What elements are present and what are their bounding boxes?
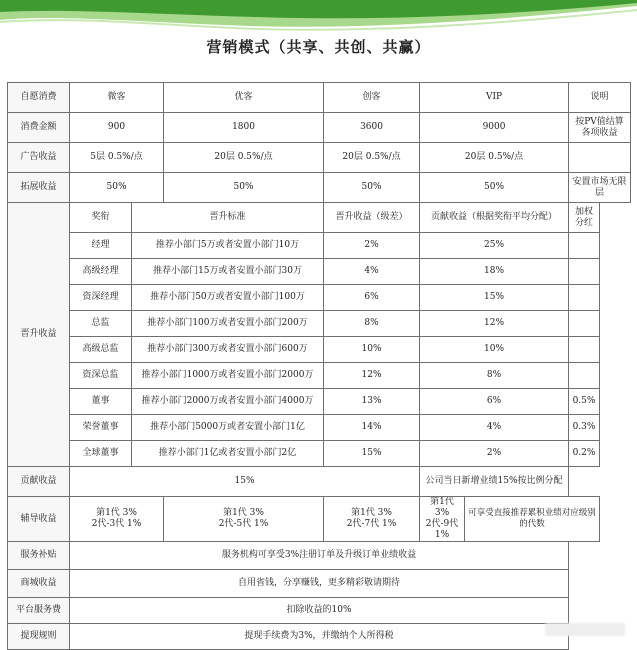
- table-cell: 推荐小部门2000万或者安置小部门4000万: [132, 389, 324, 415]
- table-cell: 提现手续费为3%，并缴纳个人所得税: [70, 624, 569, 650]
- row-label: 广告收益: [8, 143, 70, 173]
- table-cell: 微客: [70, 83, 164, 113]
- row-label: 贡献收益: [8, 467, 70, 497]
- table-cell: [569, 363, 600, 389]
- table-cell: 50%: [164, 173, 324, 203]
- table-cell: 高级经理: [70, 259, 132, 285]
- table-cell: 14%: [324, 415, 420, 441]
- table-cell: 服务机构可享受3%注册订单及升级订单业绩收益: [70, 542, 569, 570]
- table-cell: 4%: [420, 415, 569, 441]
- row-label: 提现规则: [8, 624, 70, 650]
- row-label: 商城收益: [8, 570, 70, 598]
- table-cell: 12%: [420, 311, 569, 337]
- watermark-blur: [545, 623, 625, 636]
- row-label: 晋升收益: [8, 203, 70, 467]
- green-wave-banner: [0, 0, 637, 40]
- table-cell: 15%: [420, 285, 569, 311]
- table-cell: 18%: [420, 259, 569, 285]
- table-cell: [569, 259, 600, 285]
- table-cell: 扣除收益的10%: [70, 598, 569, 624]
- table-cell: [324, 497, 420, 542]
- cell-line: 2代-7代 1%: [346, 519, 397, 529]
- table-cell: 10%: [420, 337, 569, 363]
- table-cell: 公司当日新增业绩15%按比例分配: [420, 467, 569, 497]
- table-row: [8, 570, 631, 598]
- row-label: 辅导收益: [8, 497, 70, 542]
- table-cell: 推荐小部门15万或者安置小部门30万: [132, 259, 324, 285]
- table-cell: 8%: [420, 363, 569, 389]
- cell-line: 2代-3代 1%: [91, 519, 142, 529]
- row-label: 服务补贴: [8, 542, 70, 570]
- table-cell: 推荐小部门5万或者安置小部门10万: [132, 233, 324, 259]
- table-cell: 15%: [70, 467, 420, 497]
- table-cell: 高级总监: [70, 337, 132, 363]
- table-cell: [569, 285, 600, 311]
- row-label: 消费金额: [8, 113, 70, 143]
- cell-line: 第1代 3%: [430, 497, 454, 518]
- table-cell: 50%: [420, 173, 569, 203]
- table-cell: 按PV值结算各项收益: [569, 113, 631, 143]
- table-row: [8, 363, 631, 389]
- table-cell: 推荐小部门300万或者安置小部门600万: [132, 337, 324, 363]
- table-row: [8, 467, 631, 497]
- table-cell: 3600: [324, 113, 420, 143]
- table-cell: 8%: [324, 311, 420, 337]
- table-cell: 优客: [164, 83, 324, 113]
- table-row: [8, 143, 631, 173]
- table-cell: [569, 311, 600, 337]
- cell-line: 第1代 3%: [223, 508, 264, 518]
- table-row: [8, 337, 631, 363]
- table-row: [8, 311, 631, 337]
- table-cell: 5层 0.5%/点: [70, 143, 164, 173]
- table-row: [8, 389, 631, 415]
- table-cell: 推荐小部门50万或者安置小部门100万: [132, 285, 324, 311]
- cell-line: 第1代 3%: [351, 508, 392, 518]
- table-cell: [569, 143, 631, 173]
- table-cell: 说明: [569, 83, 631, 113]
- table-row: [8, 598, 631, 624]
- table-cell: 0.3%: [569, 415, 600, 441]
- table-row: [8, 83, 631, 113]
- table-cell: 20层 0.5%/点: [420, 143, 569, 173]
- table-cell: 2%: [324, 233, 420, 259]
- table-row: [8, 624, 631, 650]
- row-label: 平台服务费: [8, 598, 70, 624]
- table-cell: 推荐小部门100万或者安置小部门200万: [132, 311, 324, 337]
- table-cell: 2%: [420, 441, 569, 467]
- table-cell: 9000: [420, 113, 569, 143]
- table-header-cell: 晋升收益（级差）: [324, 203, 420, 233]
- table-row: [8, 441, 631, 467]
- table-cell: 15%: [324, 441, 420, 467]
- table-cell: 1800: [164, 113, 324, 143]
- table-header-cell: 加权分红: [569, 203, 600, 233]
- table-cell: 20层 0.5%/点: [324, 143, 420, 173]
- table-cell: 推荐小部门5000万或者安置小部门1亿: [132, 415, 324, 441]
- cell-line: 第1代 3%: [96, 508, 137, 518]
- table-cell: 资深经理: [70, 285, 132, 311]
- cell-line: 2代-5代 1%: [218, 519, 269, 529]
- table-cell: 可享受直接推荐累积业绩对应级别的代数: [465, 497, 600, 542]
- table-cell: [164, 497, 324, 542]
- table-cell: [569, 337, 600, 363]
- table-cell: 50%: [324, 173, 420, 203]
- table-cell: VIP: [420, 83, 569, 113]
- table-cell: 4%: [324, 259, 420, 285]
- marketing-table: [7, 82, 631, 650]
- table-cell: 资深总监: [70, 363, 132, 389]
- table-cell: 董事: [70, 389, 132, 415]
- table-cell: 推荐小部门1000万或者安置小部门2000万: [132, 363, 324, 389]
- table-header-cell: 贡献收益（根据奖衔平均分配）: [420, 203, 569, 233]
- table-cell: 25%: [420, 233, 569, 259]
- table-cell: 10%: [324, 337, 420, 363]
- table-cell: 自用省钱，分享赚钱，更多精彩敬请期待: [70, 570, 569, 598]
- row-label: 拓展收益: [8, 173, 70, 203]
- page-title: 营销模式（共享、共创、共赢）: [206, 38, 431, 56]
- table-cell: 0.2%: [569, 441, 600, 467]
- table-cell: 50%: [70, 173, 164, 203]
- table-cell: 6%: [420, 389, 569, 415]
- table-header-cell: 奖衔: [70, 203, 132, 233]
- table-cell: 6%: [324, 285, 420, 311]
- cell-line: 2代-9代 1%: [425, 519, 459, 540]
- table-cell: [569, 233, 600, 259]
- promotion-header-row: [8, 203, 631, 233]
- table-cell: [70, 497, 164, 542]
- table-row: [8, 173, 631, 203]
- table-cell: 安置市场无限层: [569, 173, 631, 203]
- table-row: [8, 542, 631, 570]
- table-row: [8, 113, 631, 143]
- row-label: 自愿消费: [8, 83, 70, 113]
- table-cell: 20层 0.5%/点: [164, 143, 324, 173]
- table-cell: 创客: [324, 83, 420, 113]
- table-row: [8, 497, 631, 542]
- table-cell: 0.5%: [569, 389, 600, 415]
- table-header-cell: 晋升标准: [132, 203, 324, 233]
- table-cell: [420, 497, 465, 542]
- table-cell: 全球董事: [70, 441, 132, 467]
- table-cell: 900: [70, 113, 164, 143]
- table-cell: 荣誉董事: [70, 415, 132, 441]
- table-cell: 总监: [70, 311, 132, 337]
- table-cell: 经理: [70, 233, 132, 259]
- table-row: [8, 415, 631, 441]
- table-row: [8, 259, 631, 285]
- table-cell: 推荐小部门1亿或者安置小部门2亿: [132, 441, 324, 467]
- table-cell: 12%: [324, 363, 420, 389]
- table-cell: 13%: [324, 389, 420, 415]
- table-row: [8, 285, 631, 311]
- table-row: [8, 233, 631, 259]
